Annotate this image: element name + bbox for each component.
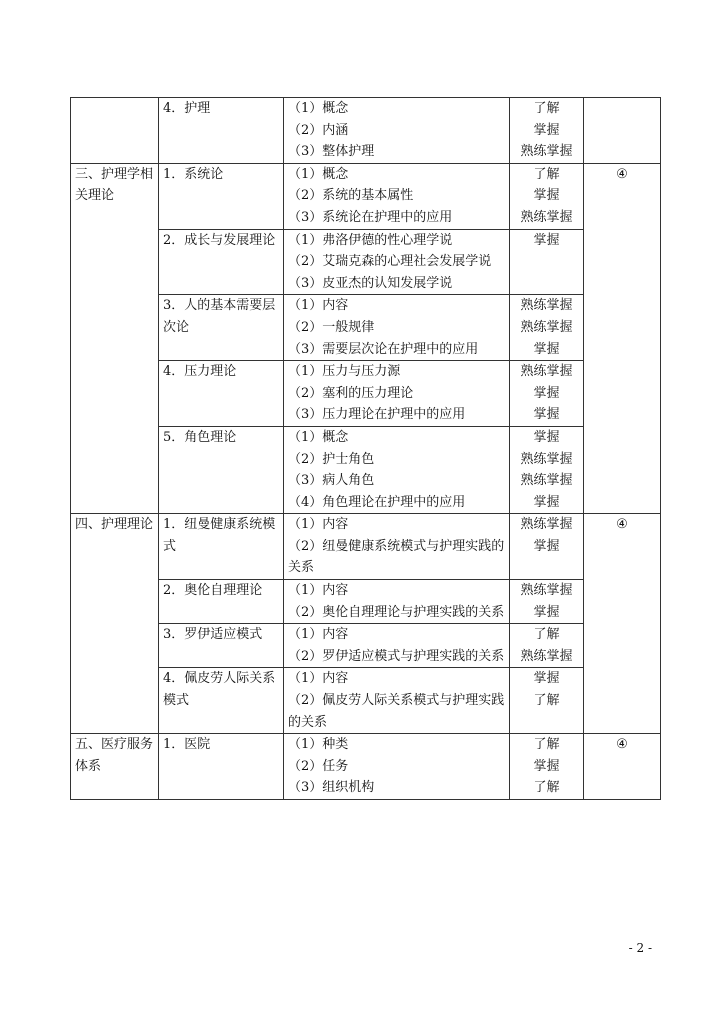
level-cell: 了解 熟练掌握 bbox=[510, 624, 584, 668]
level-cell: 了解 掌握 熟练掌握 bbox=[510, 98, 584, 164]
table-row bbox=[71, 580, 661, 624]
unit-cell: 四、护理理论 bbox=[71, 514, 159, 734]
level-cell: 熟练掌握 熟练掌握 掌握 bbox=[510, 295, 584, 361]
topic-cell: 1．医院 bbox=[159, 734, 284, 800]
items-cell: （1）内容 （2）纽曼健康系统模式与护理实践的关系 bbox=[284, 514, 510, 580]
topic-cell: 1．纽曼健康系统模式 bbox=[159, 514, 284, 580]
level-cell: 掌握 了解 bbox=[510, 668, 584, 734]
table-row bbox=[71, 426, 661, 513]
topic-cell: 4．佩皮劳人际关系模式 bbox=[159, 668, 284, 734]
unit-cell: 三、护理学相关理论 bbox=[71, 163, 159, 514]
level-cell: 熟练掌握 掌握 bbox=[510, 514, 584, 580]
items-cell: （1）内容 （2）一般规律 （3）需要层次论在护理中的应用 bbox=[284, 295, 510, 361]
level-cell: 了解 掌握 了解 bbox=[510, 734, 584, 800]
requirement-cell: ④ bbox=[584, 163, 661, 514]
page-number: - 2 - bbox=[628, 941, 652, 955]
syllabus-table bbox=[70, 97, 661, 800]
table-row bbox=[71, 514, 661, 580]
topic-cell: 4．压力理论 bbox=[159, 361, 284, 427]
items-cell: （1）种类 （2）任务 （3）组织机构 bbox=[284, 734, 510, 800]
items-cell: （1）内容 （2）罗伊适应模式与护理实践的关系 bbox=[284, 624, 510, 668]
level-cell: 了解 掌握 熟练掌握 bbox=[510, 163, 584, 229]
items-cell: （1）概念 （2）护士角色 （3）病人角色 （4）角色理论在护理中的应用 bbox=[284, 426, 510, 513]
level-cell: 熟练掌握 掌握 掌握 bbox=[510, 361, 584, 427]
items-cell: （1）概念 （2）内涵 （3）整体护理 bbox=[284, 98, 510, 164]
topic-cell: 2．奥伦自理理论 bbox=[159, 580, 284, 624]
table-row bbox=[71, 734, 661, 800]
table-row bbox=[71, 624, 661, 668]
items-cell: （1）概念 （2）系统的基本属性 （3）系统论在护理中的应用 bbox=[284, 163, 510, 229]
table-row bbox=[71, 229, 661, 295]
topic-cell: 1．系统论 bbox=[159, 163, 284, 229]
unit-cell bbox=[71, 98, 159, 164]
requirement-cell: ④ bbox=[584, 514, 661, 734]
topic-cell: 4．护理 bbox=[159, 98, 284, 164]
items-cell: （1）内容 （2）佩皮劳人际关系模式与护理实践的关系 bbox=[284, 668, 510, 734]
items-cell: （1）压力与压力源 （2）塞利的压力理论 （3）压力理论在护理中的应用 bbox=[284, 361, 510, 427]
requirement-cell: ④ bbox=[584, 734, 661, 800]
table-row bbox=[71, 98, 661, 164]
unit-cell: 五、医疗服务体系 bbox=[71, 734, 159, 800]
topic-cell: 5．角色理论 bbox=[159, 426, 284, 513]
items-cell: （1）内容 （2）奥伦自理理论与护理实践的关系 bbox=[284, 580, 510, 624]
topic-cell: 3．人的基本需要层次论 bbox=[159, 295, 284, 361]
table-row bbox=[71, 163, 661, 229]
level-cell: 熟练掌握 掌握 bbox=[510, 580, 584, 624]
table-row bbox=[71, 361, 661, 427]
topic-cell: 2．成长与发展理论 bbox=[159, 229, 284, 295]
topic-cell: 3．罗伊适应模式 bbox=[159, 624, 284, 668]
table-row bbox=[71, 295, 661, 361]
level-cell: 掌握 熟练掌握 熟练掌握 掌握 bbox=[510, 426, 584, 513]
table-row bbox=[71, 668, 661, 734]
requirement-cell bbox=[584, 98, 661, 164]
items-cell: （1）弗洛伊德的性心理学说 （2）艾瑞克森的心理社会发展学说 （3）皮亚杰的认知发展学说 bbox=[284, 229, 510, 295]
level-cell: 掌握 bbox=[510, 229, 584, 295]
